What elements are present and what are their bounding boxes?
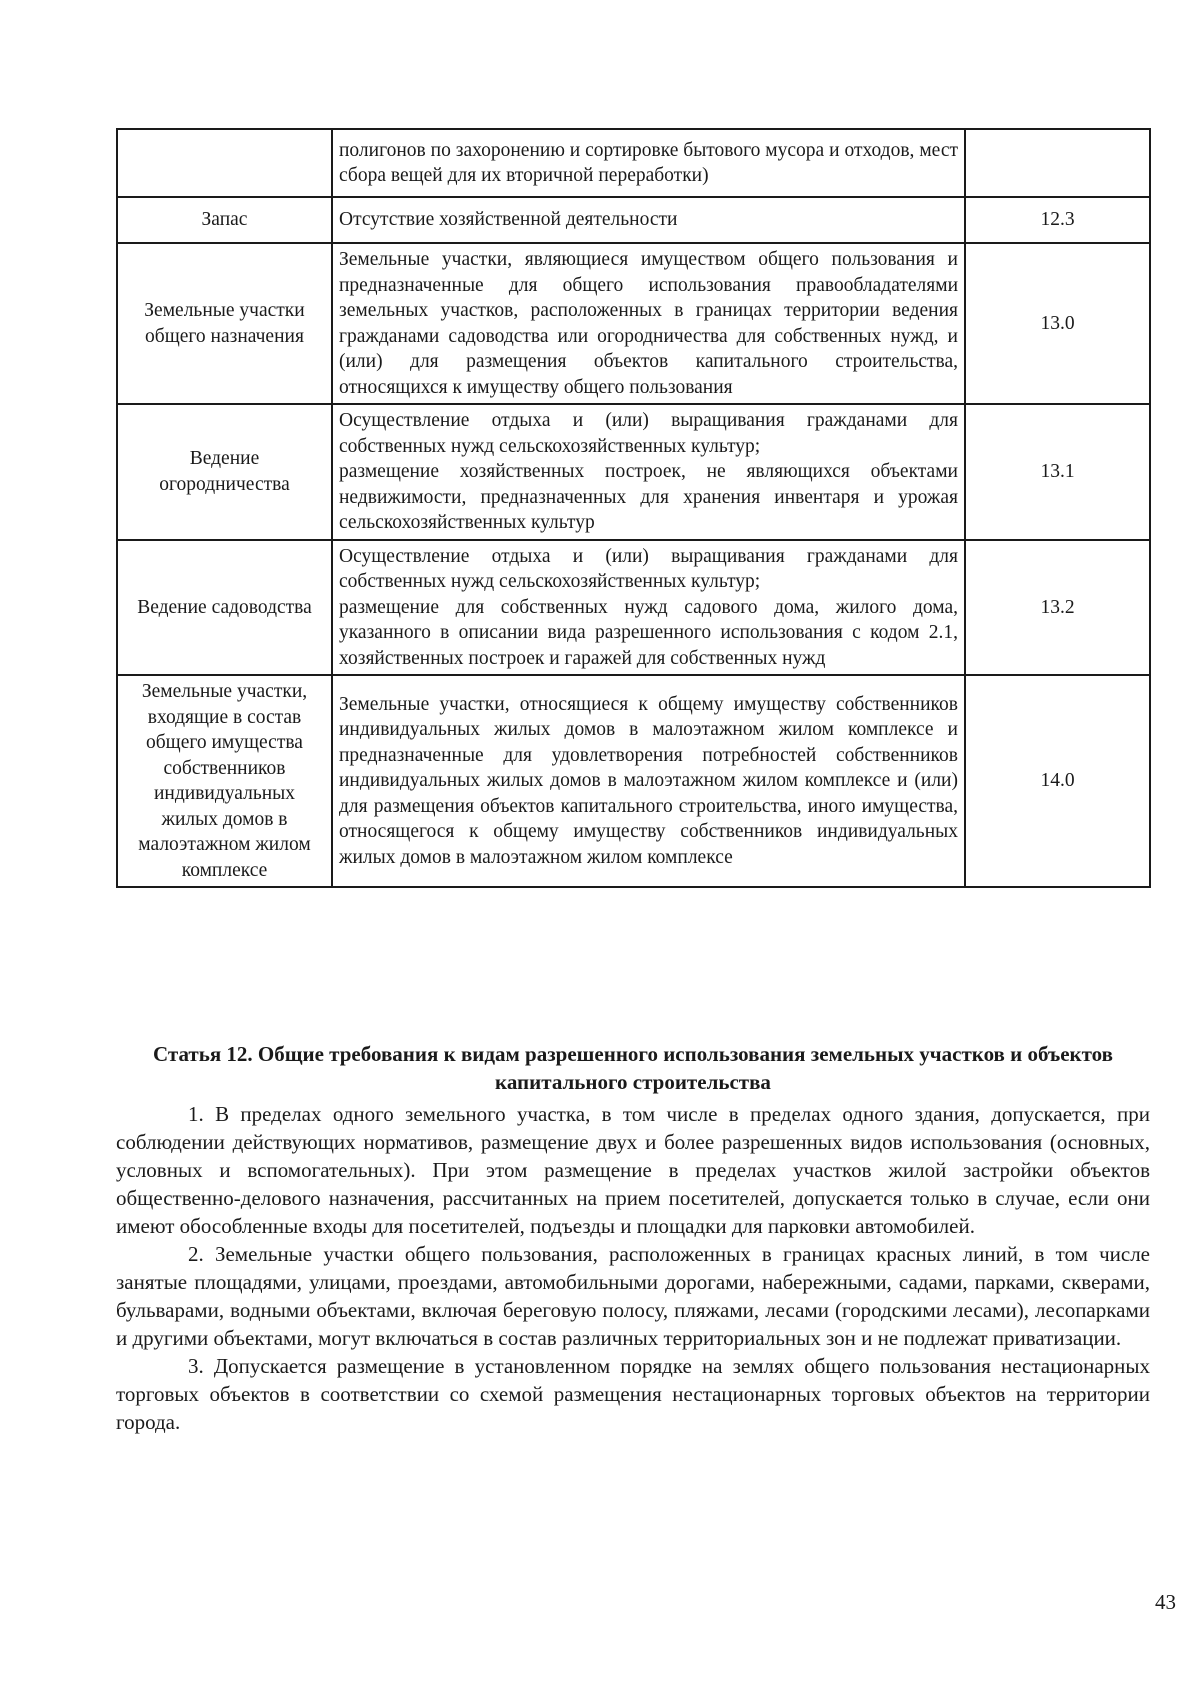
use-description-cell: [332, 243, 965, 404]
description-text: Земельные участки, являющиеся имуществом общего пользования и предназначенные для общего использования правообладателями земельных участков, расположенных в границах территории ведения гражданами садоводства или огородничества для собственных нужд, и (или) для размещения объектов капитального строительства, относящихся к имуществу общего пользования: [339, 249, 958, 398]
article-paragraph: 1. В пределах одного земельного участка, в том числе в пределах одного здания, допускается, при соблюдении действующих нормативов, размещение двух и более разрешенных видов использования (основных, условных и вспомогательных). При этом размещение в пределах участков жилой застройки объектов общественно-делового назначения, рассчитанных на прием посетителей, допускается только в случае, если они имеют обособленные входы для посетителей, подъезды и площадки для парковки автомобилей.: [116, 1102, 1150, 1238]
description-text: Земельные участки, относящиеся к общему имуществу собственников индивидуальных жилых домов в малоэтажном жилом комплексе и предназначенные для удовлетворения потребностей собственников индивидуальных жилых домов в малоэтажном жилом комплексе и (или) для размещения объектов капитального строительства, иного имущества, относящегося к общему имуществу собственников индивидуальных жилых домов в малоэтажном жилом комплексе: [339, 693, 958, 868]
article-paragraph: 2. Земельные участки общего пользования, расположенных в границах красных линий, в том числе занятые площадями, улицами, проездами, автомобильными дорогами, набережными, садами, парками, скверами, бульварами, водными объектами, включая береговую полосу, пляжами, лесами (городскими лесами), лесопарками и другими объектами, могут включаться в состав различных территориальных зон и не подлежат приватизации.: [116, 1242, 1150, 1350]
description-text: полигонов по захоронению и сортировке бытового мусора и отходов, мест сбора вещей для их вторичной переработки): [339, 139, 958, 186]
land-use-table: [116, 128, 1151, 888]
use-name-cell: Ведение садоводства: [117, 540, 332, 676]
use-description-cell: [332, 675, 965, 887]
use-name-cell: Запас: [117, 197, 332, 243]
table-row: [117, 404, 1150, 540]
use-description-cell: [332, 197, 965, 243]
page-number: 43: [1155, 1590, 1176, 1614]
description-text: размещение для собственных нужд садового дома, жилого дома, указанного в описании вида разрешенного использования с кодом 2.1, хозяйственных построек и гаражей для собственных нужд: [339, 596, 958, 669]
use-code-cell: 14.0: [965, 675, 1150, 887]
use-code-cell: 13.0: [965, 243, 1150, 404]
article-paragraph: 3. Допускается размещение в установленном порядке на землях общего пользования нестационарных торговых объектов в соответствии со схемой размещения нестационарных торговых объектов на территории города.: [116, 1354, 1150, 1434]
use-code-cell: 12.3: [965, 197, 1150, 243]
use-description-cell: [332, 540, 965, 676]
use-name-cell: Земельные участки общего назначения: [117, 243, 332, 404]
description-text: Отсутствие хозяйственной деятельности: [339, 209, 678, 231]
use-description-cell: [332, 404, 965, 540]
table-row: [117, 129, 1150, 197]
table-row: [117, 243, 1150, 404]
table-row: [117, 197, 1150, 243]
description-text: Осуществление отдыха и (или) выращивания гражданами для собственных нужд сельскохозяйственных культур;: [339, 410, 958, 457]
use-description-cell: [332, 129, 965, 197]
use-code-cell: 13.2: [965, 540, 1150, 676]
article-title: Статья 12. Общие требования к видам разрешенного использования земельных участков и объектов капитального строительства: [152, 1042, 1113, 1094]
description-text: Осуществление отдыха и (или) выращивания гражданами для собственных нужд сельскохозяйственных культур;: [339, 545, 958, 592]
table-row: [117, 540, 1150, 676]
use-name-cell: Ведение огородничества: [117, 404, 332, 540]
table-row: [117, 675, 1150, 887]
use-code-cell: [965, 129, 1150, 197]
use-code-cell: 13.1: [965, 404, 1150, 540]
description-text: размещение хозяйственных построек, не являющихся объектами недвижимости, предназначенных для хранения инвентаря и урожая сельскохозяйственных культур: [339, 461, 958, 533]
use-name-cell: [117, 129, 332, 197]
article-section: [116, 1040, 1150, 1436]
use-name-cell: Земельные участки, входящие в состав общего имущества собственников индивидуальных жилых домов в малоэтажном жилом комплексе: [117, 675, 332, 887]
